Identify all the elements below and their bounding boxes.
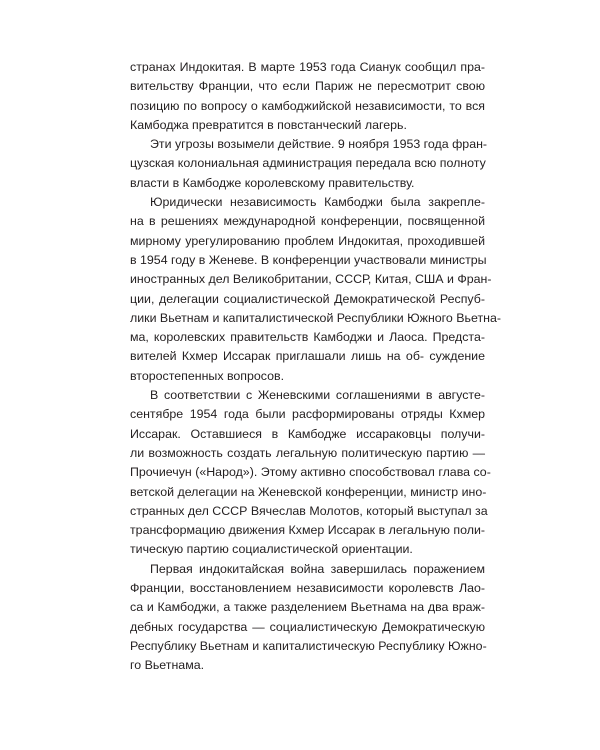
text-line: в 1954 году в Женеве. В конференции участвовали министры <box>130 252 487 267</box>
text-line: ветской делегации на Женевской конференции, министр ино- <box>130 484 487 499</box>
text-line: тическую партию социалистической ориентации. <box>130 542 413 557</box>
text-line: ма, королевских правительств Камбоджи и Лаоса. Предста- <box>130 330 485 345</box>
text-line: на в решениях международной конференции, посвященной <box>130 214 485 229</box>
body-text <box>130 58 501 676</box>
text-line: сентябре 1954 года были расформированы отряды Кхмер <box>130 407 485 422</box>
text-line: странах Индокитая. В марте 1953 года Сианук сообщил пра- <box>130 60 485 74</box>
text-line: дебных государства — социалистическую Демократическую <box>130 619 485 634</box>
text-line: Первая индокитайская война завершилась поражением <box>150 561 485 576</box>
text-line: странных дел СССР Вячеслав Молотов, который выступал за <box>130 503 488 518</box>
text-line: са и Камбоджи, а также разделением Вьетнама на два враж- <box>130 600 485 615</box>
text-line: трансформацию движения Кхмер Иссарак в легальную поли- <box>130 523 485 538</box>
text-line: В соответствии с Женевскими соглашениями в августе- <box>150 388 485 403</box>
text-line: вительству Франции, что если Париж не пересмотрит свою <box>130 79 485 94</box>
text-line: Прочиечун («Народ»). Этому активно способствовал глава со- <box>130 465 491 480</box>
text-line: позицию по вопросу о камбоджийской независимости, то вся <box>130 98 485 113</box>
text-line: ли возможность создать легальную политическую партию — <box>130 445 485 460</box>
text-line: ции, делегации социалистической Демократической Респуб- <box>130 291 485 306</box>
text-line: Иссарак. Оставшиеся в Камбодже иссараковцы получи- <box>130 426 485 441</box>
text-line: вителей Кхмер Иссарак приглашали лишь на об- суждение <box>130 349 485 364</box>
text-line: цузская колониальная администрация передала всю полноту <box>130 156 486 171</box>
text-line: второстепенных вопросов. <box>130 368 285 383</box>
text-line: лики Вьетнам и капиталистической Республики Южного Вьетна- <box>130 310 501 325</box>
text-line: Республику Вьетнам и капиталистическую Республику Южно- <box>130 638 487 653</box>
text-line: Эти угрозы возымели действие. 9 ноября 1953 года фран- <box>150 137 488 152</box>
text-line: мирному урегулированию проблем Индокитая, проходившей <box>130 233 485 248</box>
text-line: Франции, восстановлением независимости королевств Лао- <box>130 581 485 596</box>
text-line: иностранных дел Великобритании, СССР, Китая, США и Фран- <box>130 272 492 287</box>
text-line: го Вьетнама. <box>130 658 205 673</box>
text-line: власти в Камбодже королевскому правительству. <box>130 175 415 190</box>
text-line: Камбоджа превратится в повстанческий лагерь. <box>130 117 407 132</box>
text-line: Юридически независимость Камбоджи была закрепле- <box>150 195 485 210</box>
